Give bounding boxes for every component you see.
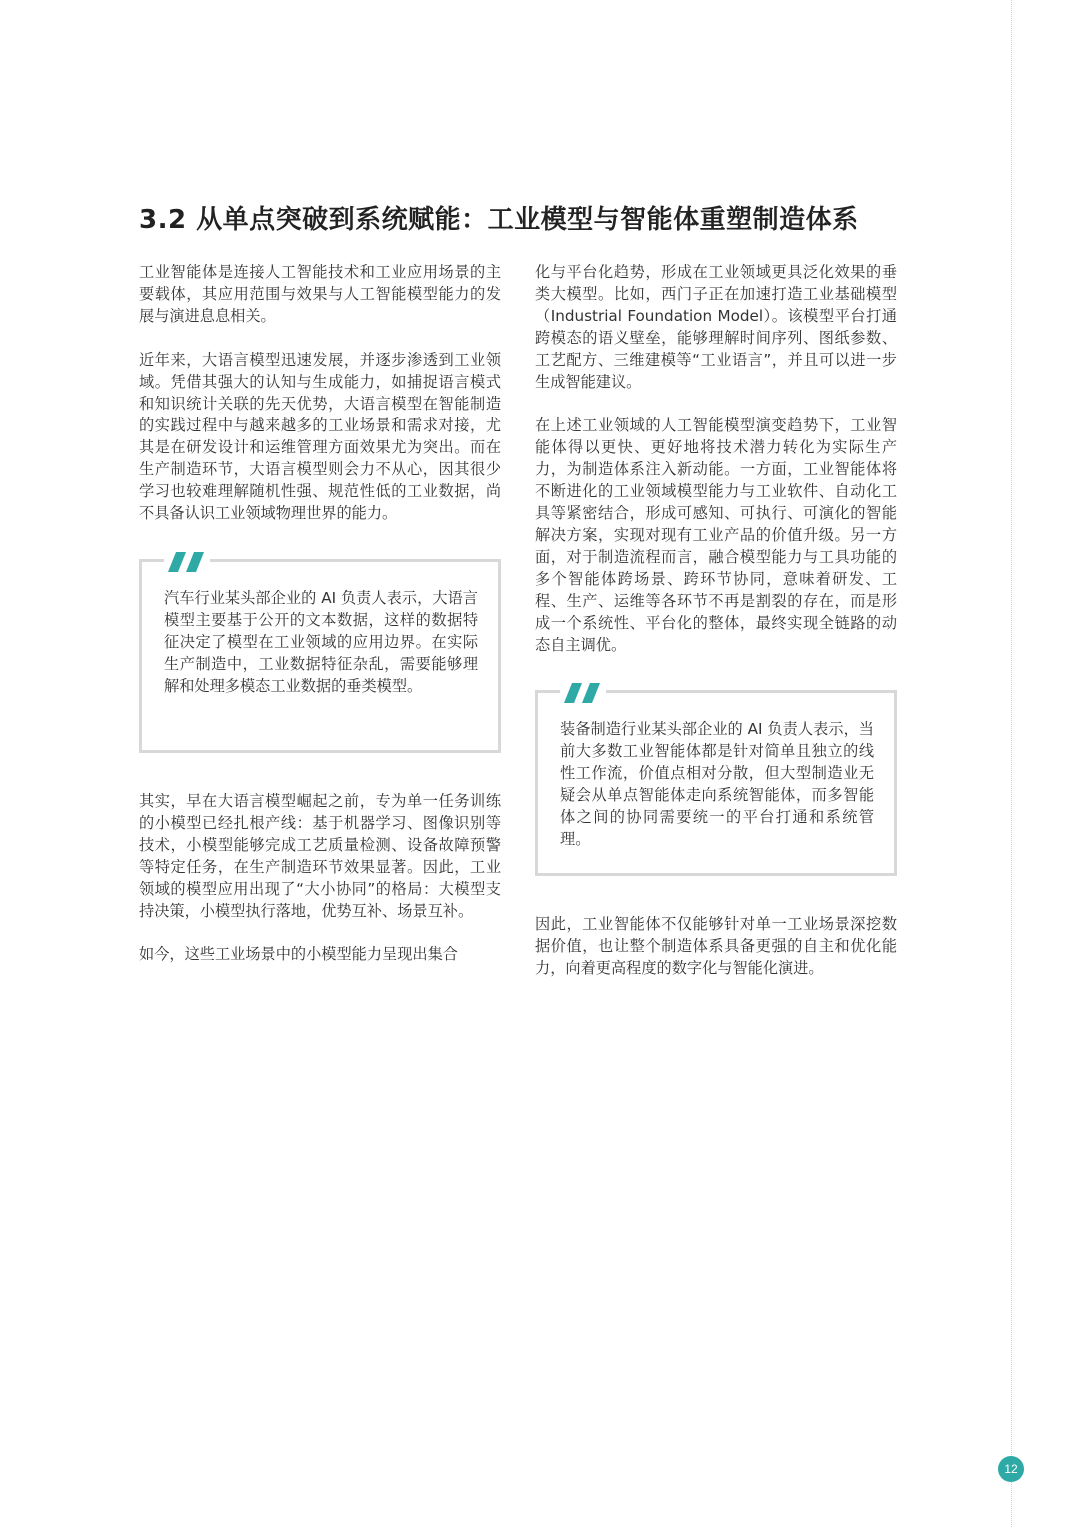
section-title: 3.2 从单点突破到系统赋能：工业模型与智能体重塑制造体系 bbox=[139, 205, 859, 235]
quote-text: 汽车行业某头部企业的 AI 负责人表示，大语言模型主要基于公开的文本数据，这样的数据特征决定了模型在工业领域的应用边界。在实际生产制造中，工业数据特征杂乱，需要能够理解和处理多模态工业数据的垂类模型。 bbox=[164, 588, 478, 695]
paragraph: 如今，这些工业场景中的小模型能力呈现出集合 bbox=[139, 945, 458, 964]
paragraph: 其实，早在大语言模型崛起之前，专为单一任务训练的小模型已经扎根产线：基于机器学习、图像识别等技术，小模型能够完成工艺质量检测、设备故障预警等特定任务，在生产制造环节效果显著。因此，工业领域的模型应用出现了“大小协同”的格局：大模型支持决策，小模型执行落地，优势互补、场景互补。 bbox=[139, 791, 501, 920]
page-number: 12 bbox=[998, 1456, 1024, 1482]
paragraph: 近年来，大语言模型迅速发展，并逐步渗透到工业领域。凭借其强大的认知与生成能力，如捕捉语言模式和知识统计关联的先天优势，大语言模型在智能制造的实践过程中与越来越多的工业场景和需求对接，尤其是在研发设计和运维管理方面效果尤为突出。而在生产制造环节，大语言模型则会力不从心，因其很少学习也较难理解随机性强、规范性低的工业数据，尚不具备认识工业领域物理世界的能力。 bbox=[139, 350, 501, 523]
quote-box bbox=[139, 559, 501, 753]
page-edge-dotted-line bbox=[1011, 0, 1012, 1527]
paragraph: 因此，工业智能体不仅能够针对单一工业场景深挖数据价值，也让整个制造体系具备更强的自主和优化能力，向着更高程度的数字化与智能化演进。 bbox=[535, 915, 897, 978]
quote-icon bbox=[560, 681, 606, 705]
paragraph: 工业智能体是连接人工智能技术和工业应用场景的主要载体，其应用范围与效果与人工智能模型能力的发展与演进息息相关。 bbox=[139, 263, 501, 325]
left-column bbox=[139, 262, 501, 988]
paragraph: 在上述工业领域的人工智能模型演变趋势下，工业智能体得以更快、更好地将技术潜力转化为实际生产力，为制造体系注入新动能。一方面，工业智能体将不断进化的工业领域模型能力与工业软件、自动化工具等紧密结合，形成可感知、可执行、可演化的智能解决方案，实现对现有工业产品的价值升级。另一方面，对于制造流程而言，融合模型能力与工具功能的多个智能体跨场景、跨环节协同，意味着研发、工程、生产、运维等各环节不再是割裂的存在，而是形成一个系统性、平台化的整体，最终实现全链路的动态自主调优。 bbox=[535, 416, 897, 654]
paragraph: 化与平台化趋势，形成在工业领域更具泛化效果的垂类大模型。比如，西门子正在加速打造工业基础模型（Industrial Foundation Model）。该模型平台打通跨模态的语义壁垒，能够理解时间序列、图纸参数、工艺配方、三维建模等“工业语言”，并且可以进一步生成智能建议。 bbox=[535, 263, 897, 391]
right-column bbox=[535, 262, 897, 1002]
quote-text: 装备制造行业某头部企业的 AI 负责人表示，当前大多数工业智能体都是针对简单且独立的线性工作流，价值点相对分散，但大型制造业无疑会从单点智能体走向系统智能体，而多智能体之间的协同需要统一的平台打通和系统管理。 bbox=[560, 720, 874, 848]
quote-icon bbox=[164, 550, 210, 574]
quote-box bbox=[535, 690, 897, 876]
